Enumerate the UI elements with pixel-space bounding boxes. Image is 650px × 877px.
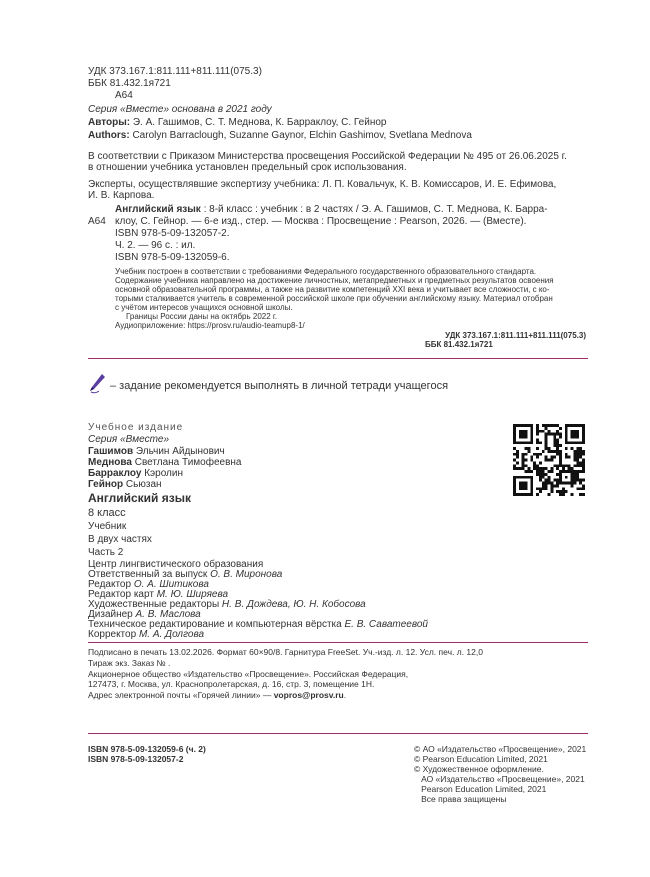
credit-label: Дизайнер [88, 609, 136, 620]
hotline-end: . [343, 690, 347, 700]
udk-line: УДК 373.167.1:811.111+811.111(075.3) [88, 66, 262, 77]
author-mark: А64 [115, 90, 133, 101]
order-line-1: В соответствии с Приказом Министерства просвещения Российской Федерации № 495 от 26.06.2025 г. [88, 151, 567, 162]
copyright-line: © Pearson Education Limited, 2021 [414, 754, 548, 764]
authors-en-label: Authors: [88, 130, 130, 141]
print-line-1: Подписано в печать 13.02.2026. Формат 60×90/8. Гарнитура FreeSet. Уч.-изд. л. 12. Усл. печ. л. 12,0 [88, 647, 483, 657]
authors-en-line [88, 130, 472, 142]
credit-label: Художественные редакторы [88, 599, 222, 610]
audio-note: Аудиоприложение: https://prosv.ru/audio-teamup8-1/ [115, 321, 305, 330]
credit-label: Техническое редактирование и компьютерная вёрстка [88, 619, 345, 630]
author-name: Светлана Тимофеевна [134, 457, 242, 468]
pen-icon [88, 372, 108, 394]
copyright-line: © АО «Издательство «Просвещение», 2021 [414, 744, 587, 754]
credit-name: О. А. Шитикова [133, 579, 209, 590]
author-surname: Гейнор [88, 479, 124, 490]
abstract-line-1: Учебник построен в соответствии с требованиями Федерального государственного образовательного стандарта. [115, 267, 537, 276]
catalog-author-mark: А64 [88, 216, 106, 227]
credit-name: О. В. Миронова [210, 569, 283, 580]
authors-en: Carolyn Barraclough, Suzanne Gaynor, Elchin Gashimov, Svetlana Mednova [129, 130, 472, 141]
part-no: Часть 2 [88, 547, 124, 558]
catalog-line-1 [115, 204, 548, 216]
abstract-line-2: Содержание учебника направлено на достижение личностных, метапредметных и предметных результатов освоения [115, 276, 554, 285]
divider-2 [88, 642, 588, 643]
catalog-isbn-2: ISBN 978-5-09-132059-6. [115, 252, 230, 263]
publisher-line-1: Акционерное общество «Издательство «Просвещение». Российская Федерация, [88, 669, 409, 679]
copyright-line: Все права защищены [414, 794, 507, 804]
publisher-line-2: 127473, г. Москва, ул. Краснопролетарская, д. 16, стр. 3, помещение 1Н. [88, 679, 375, 689]
hotline-email[interactable]: vopros@prosv.ru [273, 690, 344, 700]
catalog-part: Ч. 2. — 96 с. : ил. [115, 240, 196, 251]
credit-label: Редактор [88, 579, 134, 590]
experts-line-1: Эксперты, осуществлявшие экспертизу учебника: Л. П. Ковальчук, К. В. Комиссаров, И. Е. Ефимова, [88, 179, 557, 190]
order-line-2: в отношении учебника установлен предельный срок использования. [88, 162, 407, 173]
author-surname: Барраклоу [88, 468, 142, 479]
copyright-line: АО «Издательство «Просвещение», 2021 [414, 774, 585, 784]
credit-label: Ответственный за выпуск [88, 569, 211, 580]
series-note: Серия «Вместе» основана в 2021 году [88, 104, 272, 115]
book-kind: Учебник [88, 521, 127, 532]
credit-name: Н. В. Дождева, Ю. Н. Кобосова [221, 599, 366, 610]
credit-name: А. В. Маслова [135, 609, 201, 620]
author-name: Эльчин Айдынович [135, 446, 225, 457]
credit-name: М. Ю. Ширяева [156, 589, 229, 600]
book-title: Английский язык [88, 491, 191, 505]
catalog-isbn-1: ISBN 978-5-09-132057-2. [115, 228, 230, 239]
series-name: Серия «Вместе» [88, 434, 170, 445]
credit-name: Е. В. Саватеевой [344, 619, 428, 630]
authors-ru: Э. А. Гашимов, С. Т. Меднова, К. Барраклоу, С. Гейнор [130, 117, 387, 128]
hotline-label: Адрес электронной почты «Горячей линии» — [88, 690, 274, 700]
credit-label: Центр лингвистического образования [88, 559, 264, 570]
author-row [88, 479, 162, 491]
author-surname: Меднова [88, 457, 132, 468]
authors-ru-line [88, 117, 386, 129]
author-name: Кэролин [144, 468, 183, 479]
parts: В двух частях [88, 534, 152, 545]
bbk-line: ББК 81.432.1я721 [88, 78, 171, 89]
bbk-bold: ББК 81.432.1я721 [425, 340, 493, 349]
divider-3 [88, 733, 588, 734]
authors-ru-label: Авторы: [88, 117, 131, 128]
credit-name: М. А. Долгова [138, 629, 205, 640]
divider-1 [88, 358, 588, 359]
hotline [88, 691, 346, 700]
borders-note: Границы России даны на октябрь 2022 г. [126, 312, 278, 321]
experts-line-2: И. В. Карпова. [88, 190, 155, 201]
catalog-title: Английский язык [115, 204, 201, 215]
grade: 8 класс [88, 507, 126, 519]
isbn-full: ISBN 978-5-09-132057-2 [88, 754, 184, 764]
catalog-line-1-rest: : 8-й класс : учебник : в 2 частях / Э. А. Гашимов, С. Т. Меднова, К. Барра- [200, 204, 548, 215]
abstract-line-5: с учётом интересов учащихся основной школы. [115, 303, 293, 312]
copyright-line: © Художественное оформление. [414, 764, 544, 774]
abstract-line-3: основной образовательной программы, а также на развитие компетенций XXI века и учитывает все сложности, с ко- [115, 285, 550, 294]
edition-type: Учебное издание [88, 422, 184, 433]
print-line-2: Тираж экз. Заказ № . [88, 658, 171, 668]
udk-bold: УДК 373.167.1:811.111+811.111(075.3) [445, 331, 586, 340]
catalog-line-2: клоу, С. Гейнор. — 6-е изд., стер. — Москва : Просвещение : Pearson, 2026. — (Вместе). [115, 216, 527, 227]
isbn-part2: ISBN 978-5-09-132059-6 (ч. 2) [88, 744, 206, 754]
pen-note: – задание рекомендуется выполнять в личной тетради учащегося [110, 380, 449, 392]
author-surname: Гашимов [88, 446, 134, 457]
credit-label: Редактор карт [88, 589, 157, 600]
abstract-line-4: торыми сталкивается учитель в современной российской школе при обучении английскому языку. Материал отобран [115, 294, 553, 303]
credit-label: Корректор [88, 629, 139, 640]
credit-line [88, 629, 204, 641]
author-name: Сьюзан [125, 479, 162, 490]
qr-code[interactable] [513, 424, 585, 496]
copyright-line: Pearson Education Limited, 2021 [414, 784, 547, 794]
